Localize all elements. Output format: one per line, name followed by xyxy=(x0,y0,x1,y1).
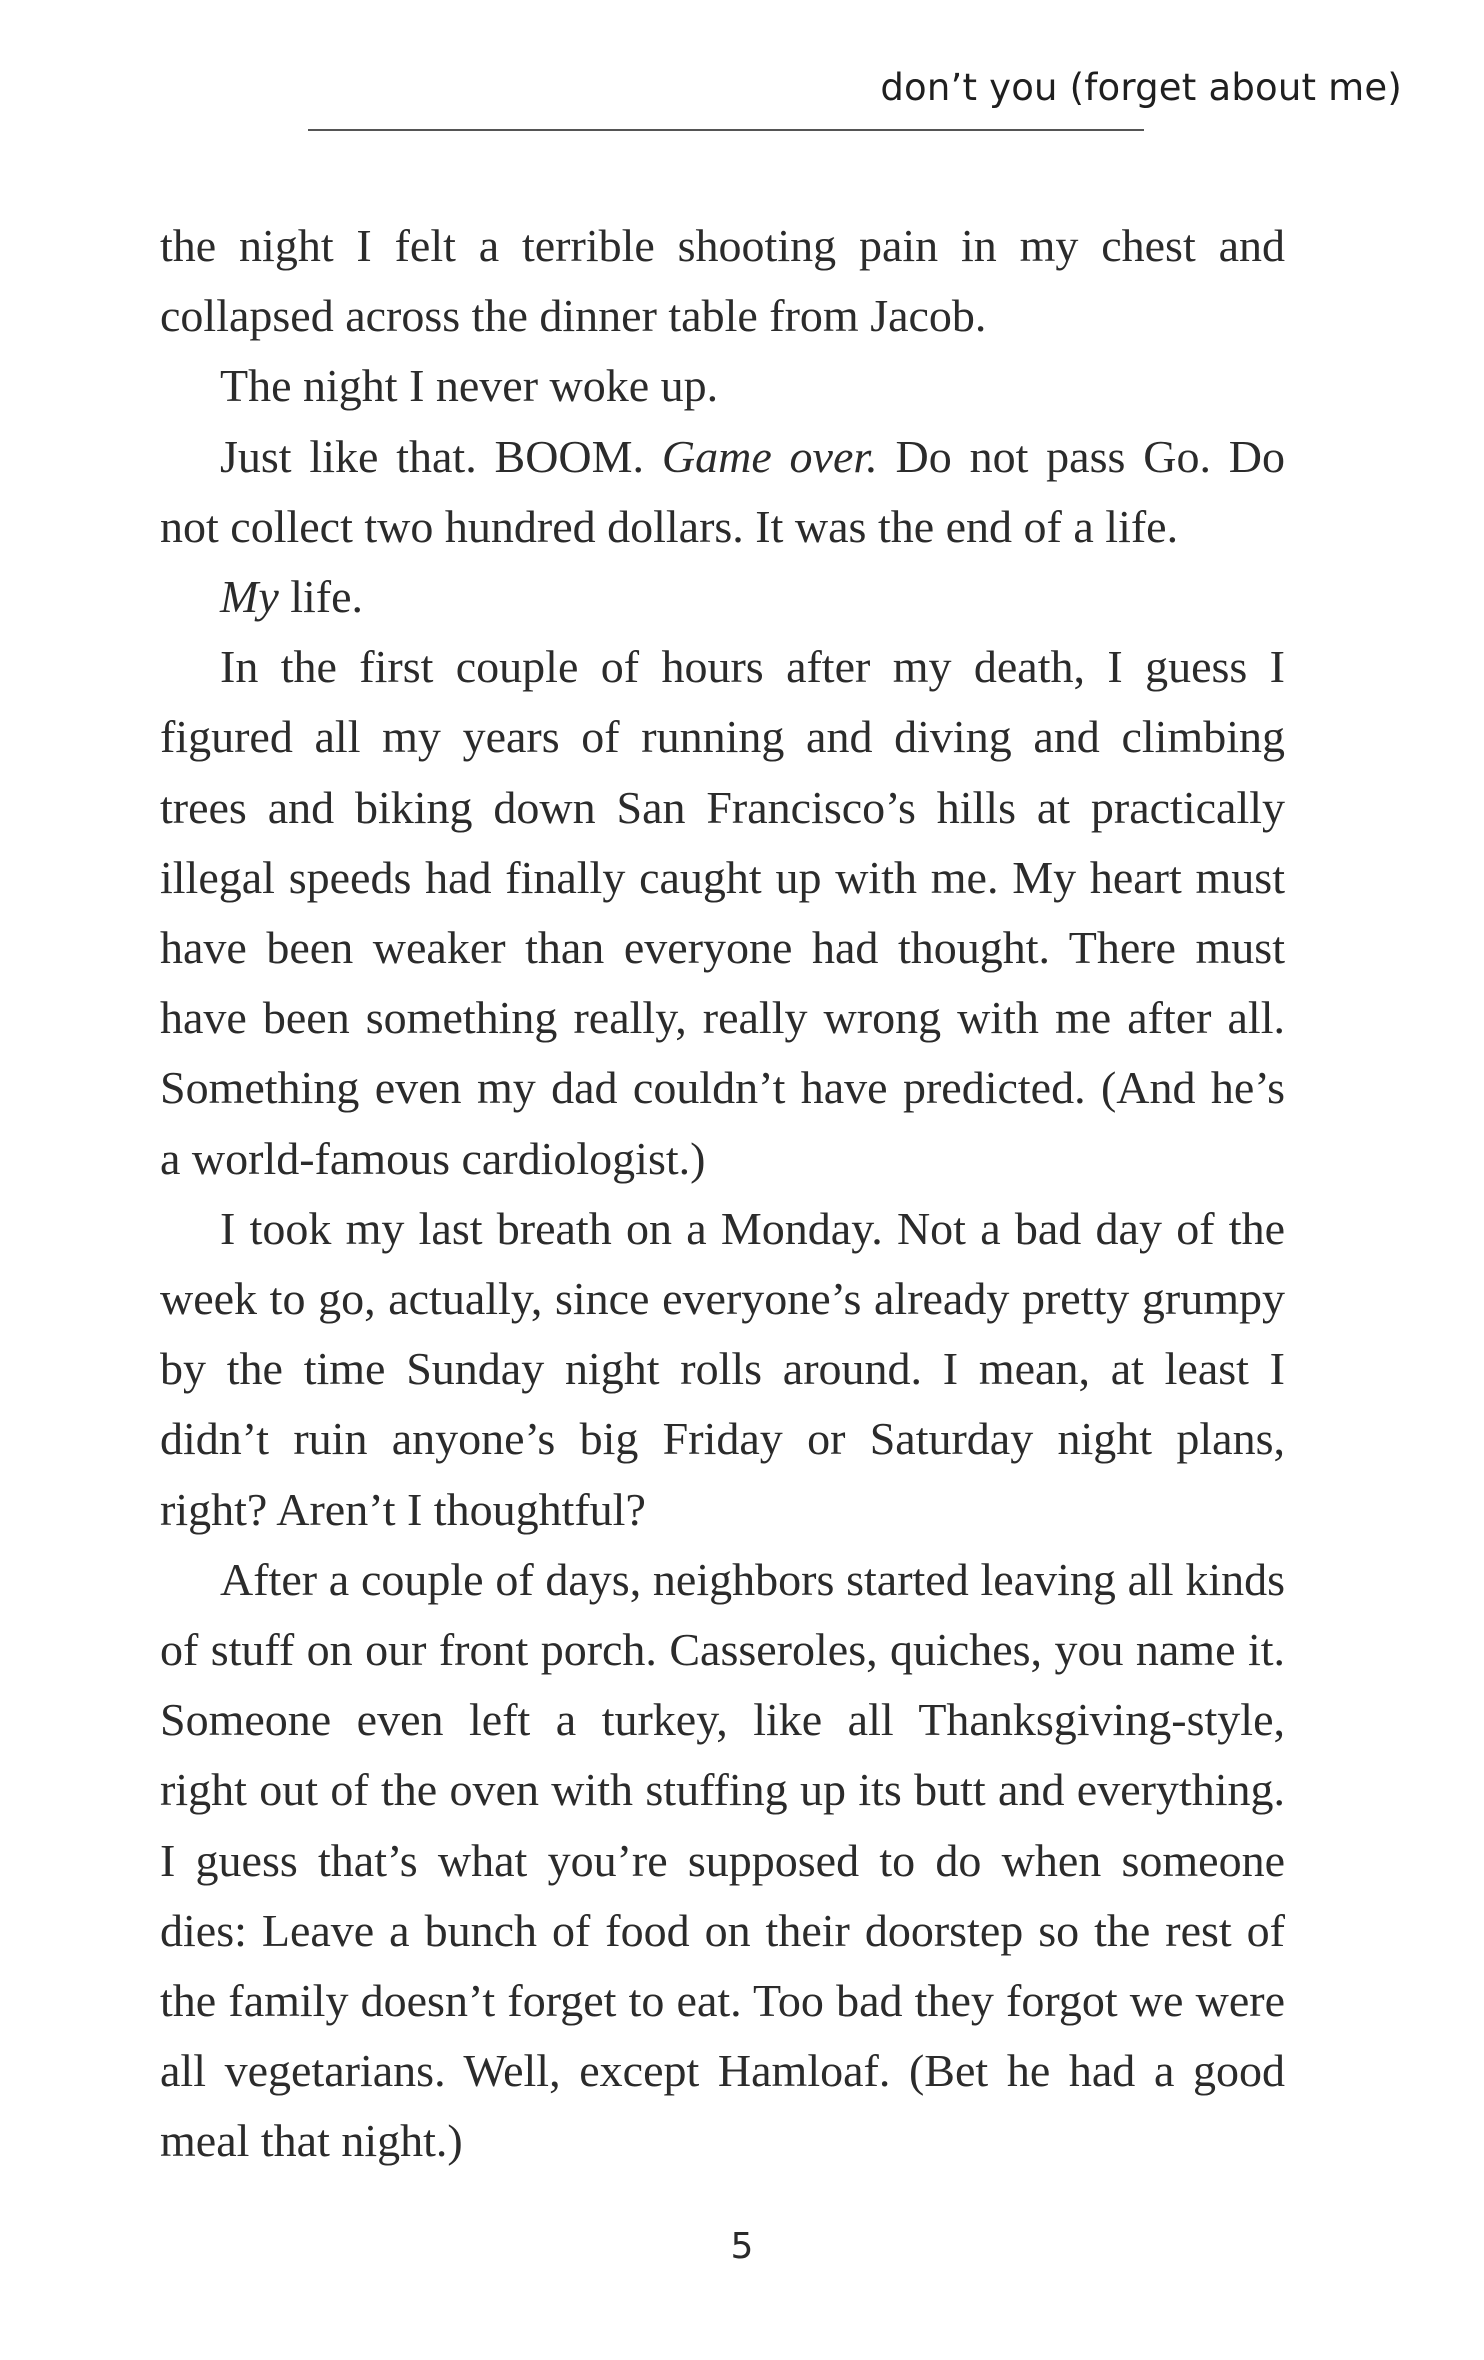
text-segment: After a couple of days, neighbors started leaving all kinds of stuff on our front porch. Casseroles, quiches, you name it. Someone even left a turkey, like all Thanksgiving-style, right out of the oven with stuffing up its butt and everything. I guess that’s what you’re supposed to do when someone dies: Leave a bunch of food on their doorstep so the rest of the family doesn’t forget to eat. Too bad they forgot we were all vegetarians. Well, except Hamloaf. (Bet he had a good meal that night.) xyxy=(160,1553,1285,2167)
text-segment: I took my last breath on a Monday. Not a bad day of the week to go, actually, since everyone’s already pretty grumpy by the time Sunday night rolls around. I mean, at least I didn’t ruin anyone’s big Friday or Saturday night plans, right? Aren’t I thoughtful? xyxy=(160,1202,1285,1535)
text-segment: life. xyxy=(278,571,364,623)
paragraph xyxy=(160,351,1285,421)
paragraph xyxy=(160,1194,1285,1545)
paragraph xyxy=(160,211,1285,351)
text-segment: the night I felt a terrible shooting pain in my chest and collapsed across the dinner table from Jacob. xyxy=(160,220,1285,342)
page-number: 5 xyxy=(730,2226,754,2267)
body-text xyxy=(160,211,1285,2177)
text-segment: Do not pass Go. Do not collect two hundred dollars. It was the end of a life. xyxy=(160,430,1285,552)
paragraph xyxy=(160,1545,1285,2177)
italic-text-segment: My xyxy=(220,571,279,623)
text-segment: In the first couple of hours after my death, I guess I figured all my years of running and diving and climbing trees and biking down San Francisco’s hills at practically illegal speeds had finally caught up with me. My heart must have been weaker than everyone had thought. There must have been something really, really wrong with me after all. Something even my dad couldn’t have predicted. (And he’s a world-famous cardiologist.) xyxy=(160,641,1285,1184)
header-rule xyxy=(308,129,1144,131)
italic-text-segment: Game over. xyxy=(661,430,878,482)
running-head: don’t you (forget about me) xyxy=(880,66,1402,109)
text-segment: Just like that. BOOM. xyxy=(220,430,662,482)
paragraph xyxy=(160,562,1285,632)
paragraph xyxy=(160,422,1285,562)
text-segment: The night I never woke up. xyxy=(220,360,719,412)
paragraph xyxy=(160,632,1285,1194)
